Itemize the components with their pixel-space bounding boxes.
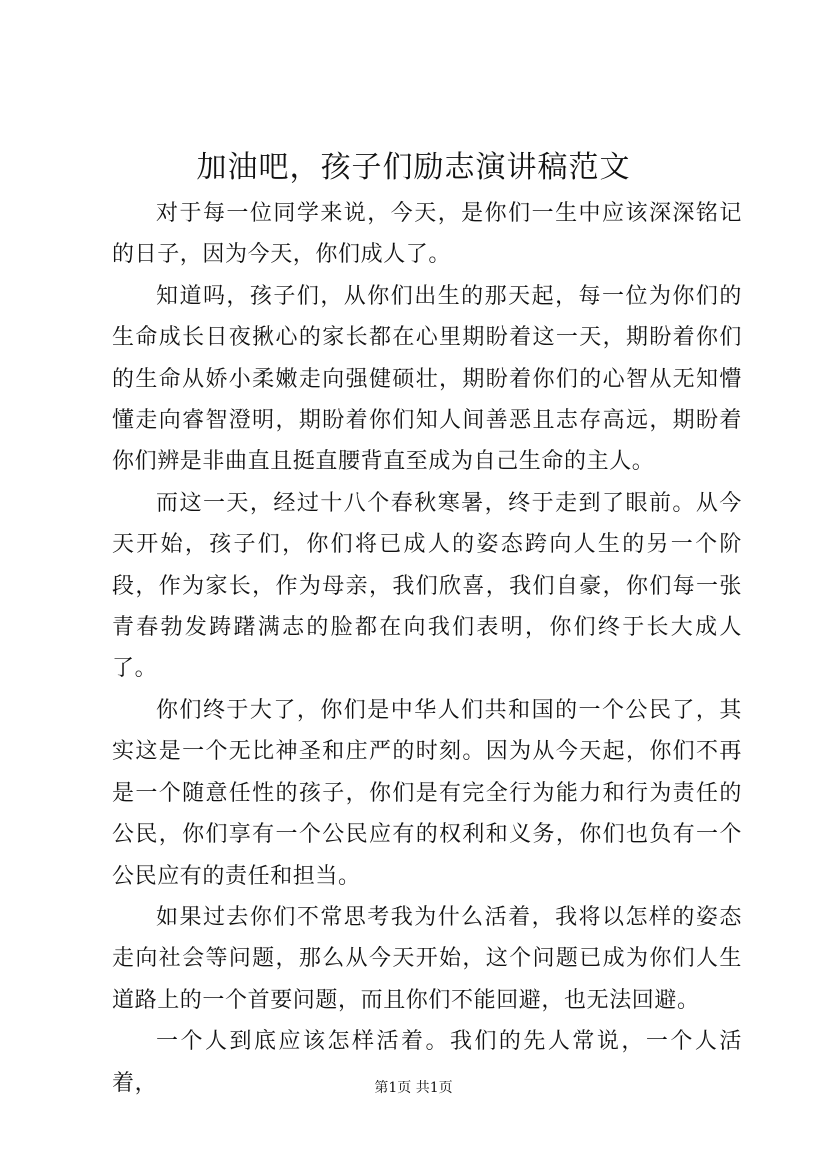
paragraph-1: 对于每一位同学来说，今天，是你们一生中应该深深铭记的日子，因为今天，你们成人了。 bbox=[112, 201, 742, 268]
document-title: 加油吧，孩子们励志演讲稿范文 bbox=[196, 150, 631, 185]
paragraph-5: 如果过去你们不常思考我为什么活着，我将以怎样的姿态走向社会等问题，那么从今天开始，这个问题已成为你们人生道路上的一个首要问题，而且你们不能回避，也无法回避。 bbox=[112, 904, 742, 1013]
document-body bbox=[112, 193, 742, 1104]
paragraph-6: 一个人到底应该怎样活着。我们的先人常说，一个人活着， bbox=[112, 1029, 742, 1096]
page-number-footer: 第1页 共1页 bbox=[374, 1080, 453, 1096]
paragraph-2: 知道吗，孩子们，从你们出生的那天起，每一位为你们的生命成长日夜揪心的家长都在心里期盼着这一天，期盼着你们的生命从娇小柔嫩走向强健硕壮，期盼着你们的心智从无知懵懂走向睿智澄明，期盼着你们知人间善恶且志存高远，期盼着你们辨是非曲直且挺直腰背直至成为自己生命的主人。 bbox=[112, 283, 742, 475]
paragraph-3: 而这一天，经过十八个春秋寒暑，终于走到了眼前。从今天开始，孩子们，你们将已成人的姿态跨向人生的另一个阶段，作为家长，作为母亲，我们欣喜，我们自豪，你们每一张青春勃发踌躇满志的脸都在向我们表明，你们终于长大成人了。 bbox=[112, 490, 742, 682]
paragraph-4: 你们终于大了，你们是中华人们共和国的一个公民了，其实这是一个无比神圣和庄严的时刻。因为从今天起，你们不再是一个随意任性的孩子，你们是有完全行为能力和行为责任的公民，你们享有一个公民应有的权利和义务，你们也负有一个公民应有的责任和担当。 bbox=[112, 697, 742, 889]
